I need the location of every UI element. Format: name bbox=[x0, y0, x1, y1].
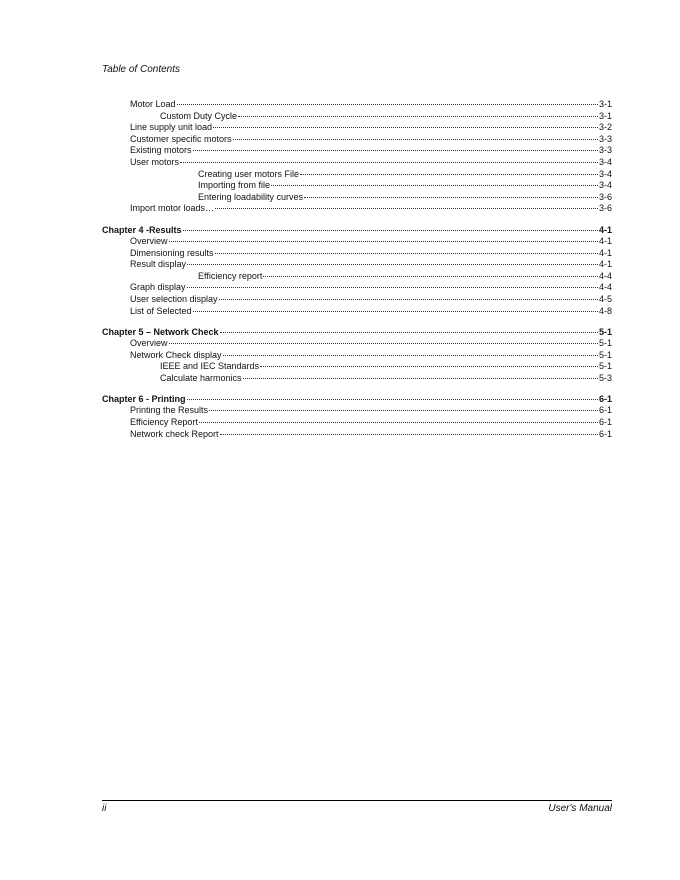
toc-entry[interactable] bbox=[102, 122, 612, 134]
toc-entry[interactable] bbox=[102, 429, 612, 441]
toc-entry-title: Customer specific motors bbox=[130, 133, 232, 144]
toc-chapter-page: 4-1 bbox=[598, 224, 612, 235]
dot-leader bbox=[215, 252, 598, 254]
footer-page-number: ii bbox=[102, 803, 107, 814]
dot-leader bbox=[213, 126, 598, 128]
toc-entry-page: 3-2 bbox=[598, 122, 612, 133]
toc-entry[interactable] bbox=[102, 417, 612, 429]
toc-entry-title: Efficiency Report bbox=[130, 417, 198, 428]
toc-entry[interactable] bbox=[102, 180, 612, 192]
toc-entry-page: 5-3 bbox=[598, 372, 612, 383]
toc-chapter-title: Chapter 6 - Printing bbox=[102, 394, 186, 405]
dot-leader bbox=[233, 138, 598, 140]
dot-leader bbox=[169, 240, 598, 242]
dot-leader bbox=[193, 149, 598, 151]
toc-entry-page: 3-3 bbox=[598, 145, 612, 156]
dot-leader bbox=[187, 286, 598, 288]
toc-entry[interactable] bbox=[102, 203, 612, 215]
toc-entry-title: Calculate harmonics bbox=[160, 372, 242, 383]
toc-entry-page: 6-1 bbox=[598, 428, 612, 439]
toc-entry[interactable] bbox=[102, 157, 612, 169]
toc-entry-title: Creating user motors File bbox=[198, 168, 300, 179]
dot-leader bbox=[199, 421, 598, 423]
dot-leader bbox=[215, 207, 598, 209]
toc-entry-title: Overview bbox=[130, 235, 168, 246]
toc-entry[interactable] bbox=[102, 306, 612, 318]
toc-chapter-page: 5-1 bbox=[598, 327, 612, 338]
dot-leader bbox=[187, 398, 598, 400]
toc-entry-title: Printing the Results bbox=[130, 405, 209, 416]
toc-entry-page: 3-1 bbox=[598, 99, 612, 109]
table-of-contents bbox=[102, 99, 612, 440]
dot-leader bbox=[220, 433, 598, 435]
toc-entry[interactable] bbox=[102, 282, 612, 294]
toc-entry[interactable] bbox=[102, 338, 612, 350]
toc-entry-page: 4-4 bbox=[598, 282, 612, 293]
toc-chapter-6[interactable] bbox=[102, 393, 612, 405]
toc-entry[interactable] bbox=[102, 350, 612, 362]
toc-entry-page: 4-1 bbox=[598, 247, 612, 258]
toc-entry-title: Line supply unit load bbox=[130, 122, 213, 133]
dot-leader bbox=[300, 173, 598, 175]
toc-entry-title: Existing motors bbox=[130, 145, 192, 156]
dot-leader bbox=[177, 103, 598, 105]
toc-entry-page: 3-4 bbox=[598, 156, 612, 167]
dot-leader bbox=[209, 409, 598, 411]
toc-entry[interactable] bbox=[102, 134, 612, 146]
toc-entry-title: Efficiency report bbox=[198, 270, 263, 281]
toc-entry-title: Motor Load bbox=[130, 99, 176, 109]
toc-entry-page: 3-3 bbox=[598, 133, 612, 144]
toc-entry-page: 6-1 bbox=[598, 405, 612, 416]
toc-entry-page: 3-6 bbox=[598, 203, 612, 214]
dot-leader bbox=[304, 196, 598, 198]
dot-leader bbox=[260, 365, 598, 367]
toc-entry[interactable] bbox=[102, 373, 612, 385]
toc-entry-page: 4-8 bbox=[598, 305, 612, 316]
footer-manual-title: User's Manual bbox=[548, 803, 612, 814]
dot-leader bbox=[193, 310, 598, 312]
toc-entry-page: 3-4 bbox=[598, 168, 612, 179]
toc-entry-page: 3-1 bbox=[598, 110, 612, 121]
dot-leader bbox=[243, 377, 598, 379]
toc-entry-page: 5-1 bbox=[598, 349, 612, 360]
toc-entry-page: 6-1 bbox=[598, 417, 612, 428]
toc-entry[interactable] bbox=[102, 236, 612, 248]
toc-entry-page: 4-4 bbox=[598, 270, 612, 281]
toc-entry-title: Network check Report bbox=[130, 428, 219, 439]
toc-entry[interactable] bbox=[102, 259, 612, 271]
dot-leader bbox=[169, 342, 598, 344]
dot-leader bbox=[180, 161, 598, 163]
toc-entry-page: 5-1 bbox=[598, 361, 612, 372]
toc-entry[interactable] bbox=[102, 405, 612, 417]
dot-leader bbox=[238, 115, 598, 117]
toc-entry-title: Import motor loads… bbox=[130, 203, 215, 214]
toc-entry-title: IEEE and IEC Standards bbox=[160, 361, 260, 372]
toc-entry-title: Graph display bbox=[130, 282, 186, 293]
toc-entry[interactable] bbox=[102, 248, 612, 260]
toc-entry-title: User motors bbox=[130, 156, 180, 167]
toc-entry[interactable] bbox=[102, 192, 612, 204]
toc-entry-title: List of Selected bbox=[130, 305, 192, 316]
toc-entry[interactable] bbox=[102, 169, 612, 181]
toc-entry-title: Overview bbox=[130, 338, 168, 349]
dot-leader bbox=[263, 275, 598, 277]
toc-chapter-page: 6-1 bbox=[598, 394, 612, 405]
toc-entry[interactable] bbox=[102, 145, 612, 157]
toc-entry-title: Importing from file bbox=[198, 180, 271, 191]
toc-entry[interactable] bbox=[102, 361, 612, 373]
toc-entry-page: 4-1 bbox=[598, 235, 612, 246]
toc-entry-page: 3-4 bbox=[598, 180, 612, 191]
dot-leader bbox=[187, 263, 598, 265]
dot-leader bbox=[271, 184, 598, 186]
toc-entry[interactable] bbox=[102, 99, 612, 111]
toc-entry-title: Custom Duty Cycle bbox=[160, 110, 238, 121]
toc-entry[interactable] bbox=[102, 294, 612, 306]
toc-entry-page: 5-1 bbox=[598, 338, 612, 349]
toc-entry-title: Entering loadability curves bbox=[198, 191, 304, 202]
toc-entry-title: User selection display bbox=[130, 293, 218, 304]
toc-entry-page: 4-5 bbox=[598, 293, 612, 304]
toc-entry[interactable] bbox=[102, 111, 612, 123]
toc-chapter-5[interactable] bbox=[102, 326, 612, 338]
toc-entry-title: Dimensioning results bbox=[130, 247, 214, 258]
toc-entry-page: 4-1 bbox=[598, 259, 612, 270]
page-header-title: Table of Contents bbox=[102, 64, 181, 75]
toc-chapter-title: Chapter 5 – Network Check bbox=[102, 327, 219, 338]
toc-entry[interactable] bbox=[102, 271, 612, 283]
toc-entry-title: Result display bbox=[130, 259, 187, 270]
toc-entry-page: 3-6 bbox=[598, 191, 612, 202]
dot-leader bbox=[219, 298, 598, 300]
dot-leader bbox=[183, 229, 598, 231]
dot-leader bbox=[223, 354, 598, 356]
dot-leader bbox=[220, 331, 598, 333]
footer-divider bbox=[102, 800, 612, 801]
toc-entry-title: Network Check display bbox=[130, 349, 222, 360]
toc-chapter-title: Chapter 4 -Results bbox=[102, 224, 182, 235]
toc-chapter-4[interactable] bbox=[102, 224, 612, 236]
